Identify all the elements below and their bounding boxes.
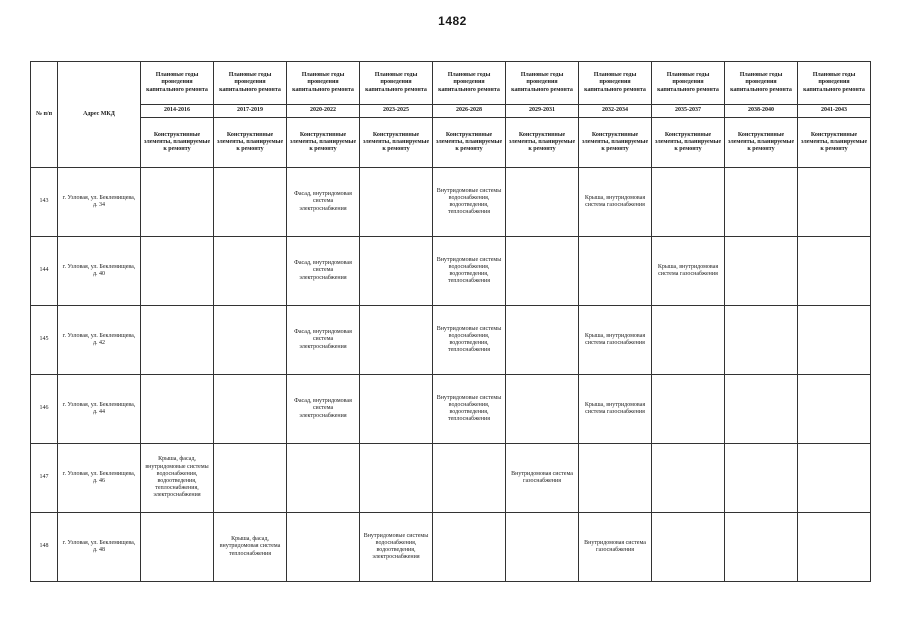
row-address: г. Узловая, ул. Беклемищева, д. 42 [58,306,141,375]
elements-header: Конструктивные элементы, планируемые к ремонту [360,118,433,168]
repair-elements-cell [798,168,871,237]
repair-elements-cell: Внутридомовые системы водоснабжения, водоотведения, теплоснабжения [433,237,506,306]
row-number: 146 [31,375,58,444]
planned-years-header: Плановые годы проведения капитального ремонта [798,62,871,105]
repair-elements-cell [798,237,871,306]
repair-elements-cell [214,237,287,306]
repair-elements-cell [725,306,798,375]
repair-elements-cell [360,237,433,306]
repair-elements-cell [287,513,360,582]
address-column-header: Адрес МКД [58,62,141,168]
num-column-header: № п/п [31,62,58,168]
repair-elements-cell [360,306,433,375]
repair-elements-cell [579,444,652,513]
repair-elements-cell: Крыша, фасад, внутридомовые системы водоснабжения, водоотведения, теплоснабжения, электроснабжения [141,444,214,513]
repair-elements-cell: Фасад, внутридомовая система электроснабжения [287,237,360,306]
elements-header: Конструктивные элементы, планируемые к ремонту [141,118,214,168]
repair-elements-cell [141,237,214,306]
repair-elements-cell: Внутридомовая система газоснабжения [579,513,652,582]
repair-elements-cell [798,375,871,444]
repair-elements-cell [360,168,433,237]
row-address: г. Узловая, ул. Беклемищева, д. 46 [58,444,141,513]
repair-elements-cell [652,306,725,375]
planned-years-header: Плановые годы проведения капитального ремонта [287,62,360,105]
repair-elements-cell [652,444,725,513]
repair-elements-cell: Крыша, внутридомовая система газоснабжения [579,375,652,444]
repair-elements-cell [214,168,287,237]
period-header-2032-2034: 2032-2034 [579,105,652,118]
table-row [31,513,871,582]
repair-elements-cell [798,513,871,582]
period-header-2014-2016: 2014-2016 [141,105,214,118]
planned-years-header: Плановые годы проведения капитального ремонта [141,62,214,105]
repair-elements-cell [141,375,214,444]
repair-elements-cell: Крыша, фасад, внутридомовая система теплоснабжения [214,513,287,582]
repair-elements-cell [725,375,798,444]
repair-elements-cell [579,237,652,306]
repair-elements-cell [214,375,287,444]
row-number: 144 [31,237,58,306]
table-row [31,168,871,237]
row-address: г. Узловая, ул. Беклемищева, д. 44 [58,375,141,444]
row-number: 148 [31,513,58,582]
repair-elements-cell [433,444,506,513]
repair-elements-cell [798,306,871,375]
planned-years-header: Плановые годы проведения капитального ремонта [214,62,287,105]
repair-elements-cell: Фасад, внутридомовая система электроснабжения [287,168,360,237]
repair-elements-cell [214,444,287,513]
repair-elements-cell: Фасад, внутридомовая система электроснабжения [287,375,360,444]
repair-elements-cell: Внутридомовые системы водоснабжения, водоотведения, теплоснабжения [433,168,506,237]
repair-elements-cell [287,444,360,513]
period-header-2035-2037: 2035-2037 [652,105,725,118]
row-address: г. Узловая, ул. Беклемищева, д. 34 [58,168,141,237]
period-header-2029-2031: 2029-2031 [506,105,579,118]
repair-elements-cell [360,444,433,513]
repair-elements-cell [652,375,725,444]
elements-header: Конструктивные элементы, планируемые к ремонту [725,118,798,168]
row-address: г. Узловая, ул. Беклемищева, д. 48 [58,513,141,582]
repair-elements-cell [141,513,214,582]
repair-elements-cell: Внутридомовая система газоснабжения [506,444,579,513]
table-row [31,444,871,513]
repair-elements-cell [141,168,214,237]
table-row [31,375,871,444]
period-header-2026-2028: 2026-2028 [433,105,506,118]
repair-elements-cell [506,375,579,444]
elements-header: Конструктивные элементы, планируемые к ремонту [579,118,652,168]
repair-elements-cell: Внутридомовые системы водоснабжения, водоотведения, теплоснабжения [433,306,506,375]
repair-elements-cell [506,306,579,375]
repair-elements-cell [214,306,287,375]
elements-header: Конструктивные элементы, планируемые к ремонту [214,118,287,168]
repair-elements-cell: Крыша, внутридомовая система газоснабжения [652,237,725,306]
repair-elements-cell [652,513,725,582]
repair-elements-cell [652,168,725,237]
elements-header: Конструктивные элементы, планируемые к ремонту [287,118,360,168]
repair-elements-cell [725,513,798,582]
repair-elements-cell: Внутридомовые системы водоснабжения, водоотведения, теплоснабжения [433,375,506,444]
repair-schedule-table [30,61,871,582]
row-address: г. Узловая, ул. Беклемищева, д. 40 [58,237,141,306]
repair-elements-cell [506,513,579,582]
elements-header: Конструктивные элементы, планируемые к ремонту [506,118,579,168]
planned-years-header: Плановые годы проведения капитального ремонта [725,62,798,105]
repair-elements-cell [506,168,579,237]
elements-header: Конструктивные элементы, планируемые к ремонту [798,118,871,168]
repair-elements-cell: Фасад, внутридомовая система электроснабжения [287,306,360,375]
period-header-2023-2025: 2023-2025 [360,105,433,118]
period-header-2038-2040: 2038-2040 [725,105,798,118]
elements-header: Конструктивные элементы, планируемые к ремонту [433,118,506,168]
planned-years-header: Плановые годы проведения капитального ремонта [652,62,725,105]
repair-elements-cell [725,237,798,306]
repair-elements-cell [725,444,798,513]
period-header-2017-2019: 2017-2019 [214,105,287,118]
table-row [31,306,871,375]
repair-elements-cell [798,444,871,513]
repair-elements-cell: Крыша, внутридомовая система газоснабжения [579,306,652,375]
planned-years-header: Плановые годы проведения капитального ремонта [360,62,433,105]
period-header-2041-2043: 2041-2043 [798,105,871,118]
repair-elements-cell: Крыша, внутридомовая система газоснабжения [579,168,652,237]
planned-years-header: Плановые годы проведения капитального ремонта [433,62,506,105]
repair-elements-cell [141,306,214,375]
repair-elements-cell [506,237,579,306]
repair-elements-cell [360,375,433,444]
row-number: 145 [31,306,58,375]
elements-header: Конструктивные элементы, планируемые к ремонту [652,118,725,168]
repair-elements-cell [433,513,506,582]
row-number: 143 [31,168,58,237]
period-header-2020-2022: 2020-2022 [287,105,360,118]
table-row [31,237,871,306]
repair-elements-cell: Внутридомовые системы водоснабжения, водоотведения, электроснабжения [360,513,433,582]
planned-years-header: Плановые годы проведения капитального ремонта [579,62,652,105]
planned-years-header: Плановые годы проведения капитального ремонта [506,62,579,105]
row-number: 147 [31,444,58,513]
page-number: 1482 [438,14,467,28]
repair-elements-cell [725,168,798,237]
